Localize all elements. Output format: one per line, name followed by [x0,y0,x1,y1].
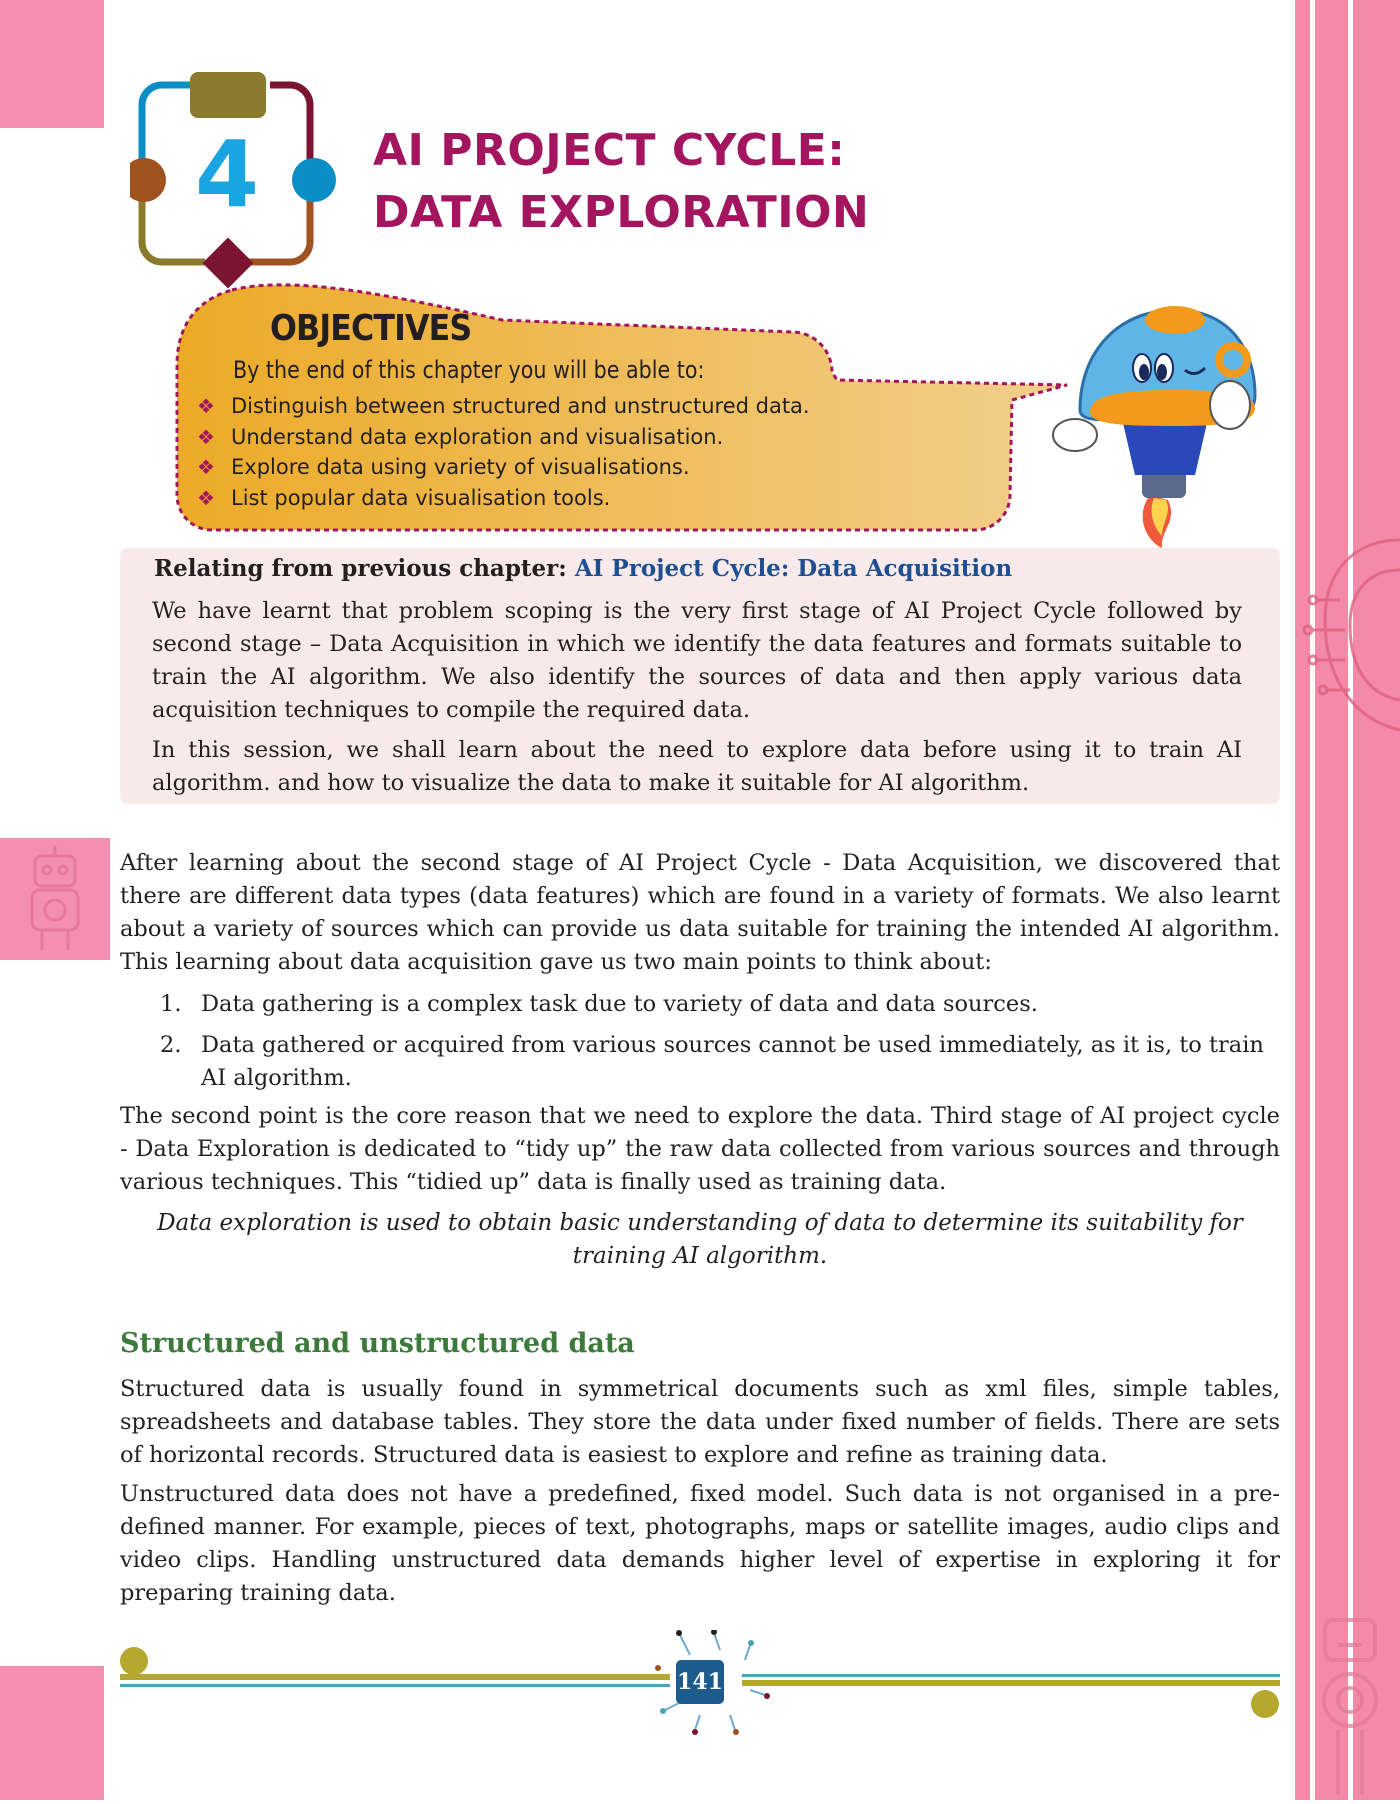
right-band-stripe [1310,0,1315,1800]
chapter-number-badge [130,70,340,290]
relating-paragraph: In this session, we shall learn about the need to explore data before using it to train AI algorithm. and how to visualize the data to make it suitable for AI algorithm. [152,737,1242,796]
list-number: 2. [160,1032,182,1058]
relating-paragraph: We have learnt that problem scoping is the very first stage of AI Project Cycle followed by second stage – Data Acquisition in which we identify the data features and formats suitable to train the AI algorithm. We also identify the sources of data and then apply various data acquisition techniques to compile the required data. [152,598,1242,723]
section-heading: Structured and unstructured data [120,1328,635,1359]
right-band-stripe [1348,0,1353,1800]
objectives-list [197,391,810,513]
definition-quote: Data exploration is used to obtain basic understanding of data to determine its suitability for training AI algorithm. [157,1210,1243,1269]
robot-decoration-left [0,838,110,960]
diamond-bullet-icon: ❖ [197,424,215,449]
chapter-number: 4 [194,121,259,228]
corner-decoration-bottom-left [0,1666,104,1800]
points-list [160,988,1280,1103]
chapter-title-line1: AI PROJECT CYCLE: [373,125,846,176]
list-item [160,1029,1280,1095]
list-number: 1. [160,991,182,1017]
second-point-paragraph: The second point is the core reason that we need to explore the data. Third stage of AI project cycle - Data Exploration is dedicated to “tidy up” the raw data collected from various sources and through various techniques. This “tidied up” data is finally used as training data. [120,1103,1280,1195]
chapter-title-line2: DATA EXPLORATION [373,187,870,238]
robot-mascot-illustration [1050,300,1265,550]
unstructured-data-paragraph: Unstructured data does not have a predefined, fixed model. Such data is not organised in a pre-defined manner. For example, pieces of text, photographs, maps or satellite images, audio clips and video clips. Handling unstructured data demands higher level of expertise in exploring it for preparing training data. [120,1481,1280,1606]
list-item: ❖ Understand data exploration and visualisation. [197,422,810,453]
objectives-intro: By the end of this chapter you will be able to: [233,356,705,384]
corner-decoration-top-left [0,0,104,128]
relating-heading [154,555,1012,582]
circuit-brain-decoration [1295,530,1400,750]
list-item: ❖ Explore data using variety of visualisations. [197,452,810,483]
structured-data-paragraph: Structured data is usually found in symmetrical documents such as xml files, simple tables, spreadsheets and database tables. They store the data under fixed number of fields. There are sets of horizontal records. Structured data is easiest to explore and refine as training data. [120,1376,1280,1468]
list-item: ❖ Distinguish between structured and unstructured data. [197,391,810,422]
objectives-heading: OBJECTIVES [270,308,472,349]
diamond-bullet-icon: ❖ [197,485,215,510]
relating-label: Relating from previous chapter: [154,555,567,582]
diamond-bullet-icon: ❖ [197,455,215,479]
chapter-title [373,120,869,244]
list-text: Data gathering is a complex task due to variety of data and data sources. [201,991,1038,1017]
intro-paragraph: After learning about the second stage of AI Project Cycle - Data Acquisition, we discovered that there are different data types (data features) which are found in a variety of formats. We also learnt about a variety of sources which can provide us data suitable for training the intended AI algorithm. This learning about data acquisition gave us two main points to think about: [120,850,1280,975]
list-item: ❖ List popular data visualisation tools. [197,483,810,514]
previous-chapter-link[interactable]: AI Project Cycle: Data Acquisition [574,555,1013,582]
robot-decoration-right [1300,1600,1400,1800]
diamond-bullet-icon: ❖ [197,394,215,418]
page-number: 141 [676,1660,724,1704]
list-item [160,988,1280,1021]
list-text: Data gathered or acquired from various sources cannot be used immediately, as it is, to train AI algorithm. [201,1032,1264,1091]
